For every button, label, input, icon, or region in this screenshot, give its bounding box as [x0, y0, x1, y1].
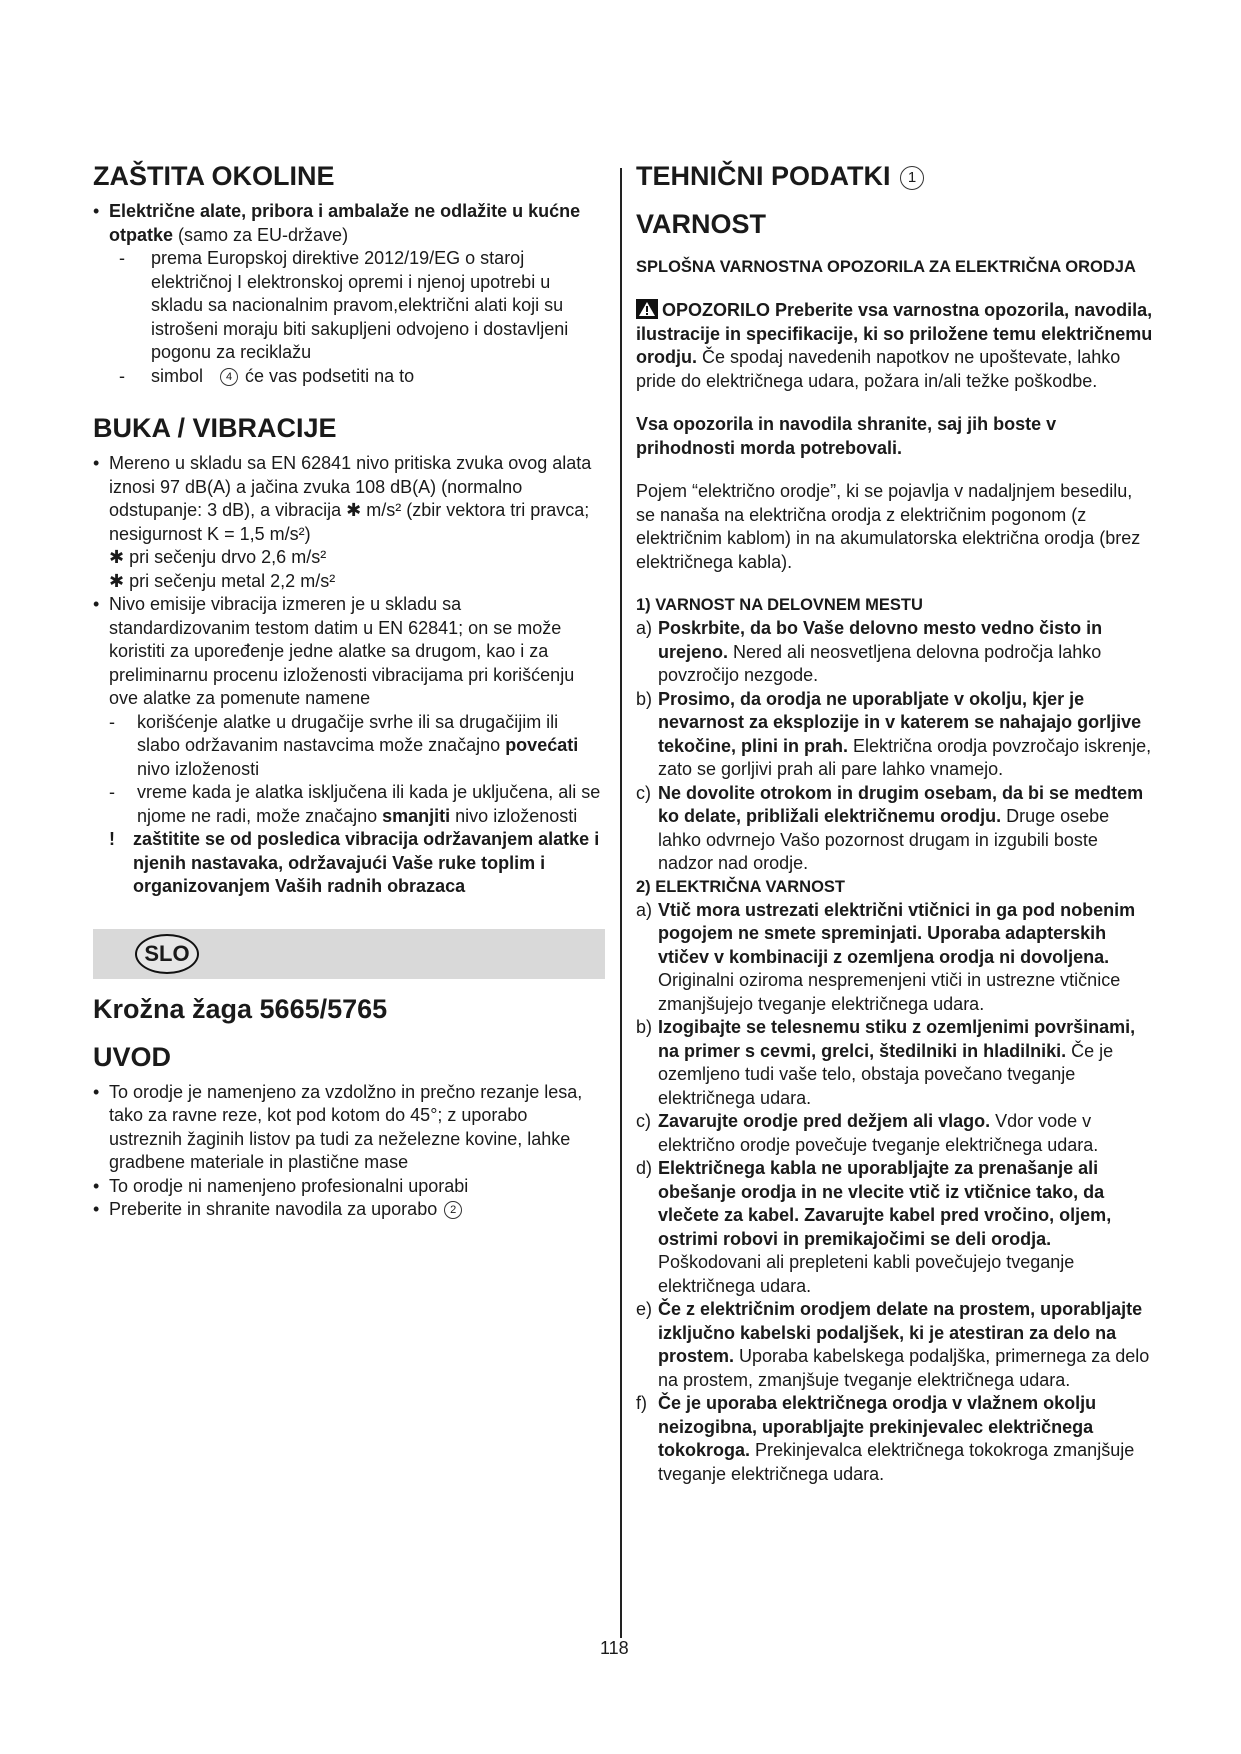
list-item: [636, 1110, 1156, 1157]
list-item: [636, 1016, 1156, 1110]
column-divider: [620, 168, 622, 1638]
term-paragraph: Pojem “električno orodje”, ki se pojavlja v nadaljnjem besedilu, se nanaša na električna orodja z električnim pogonom (z električnim kablom) in na akumulatorska električna orodja (brez električnega kabla).: [636, 481, 1141, 572]
list-item: [636, 899, 1156, 1017]
warning-paragraph: OPOZORILO Preberite vsa varnostna opozorila, navodila, ilustracije in specifikacije, ki so priložene temu električnemu orodju. Če spodaj navedenih napotkov ne upoštevate, lahko pride do električnega udara, požara in/ali težke poškodbe.: [636, 300, 1153, 391]
item-bold: Če z električnim orodjem delate na prostem, uporabljajte izključno kabelski podaljšek, ki je atestiran za delo na prostem.: [658, 1299, 1143, 1366]
noise-p1-a: Mereno u skladu sa EN 62841 nivo pritiska zvuka ovog alata iznosi 97 dB(A) a jačina zvuka 108 dB(A) (normalno odstupanje: 3 dB), a vibracija: [109, 453, 592, 520]
page-number: 118: [600, 1638, 629, 1658]
item-text: Originalni oziroma nespremenjeni vtiči in ustrezne vtičnice zmanjšujejo tveganje električnega udara.: [658, 970, 1121, 1014]
item-bold: Električnega kabla ne uporabljajte za prenašanje ali obešanje orodja in ne vlecite vtič iz vtičnice tako, da vlečete za kabel. Zavarujte kabel pred vročino, oljem, ostrimi robovi in premikajočimi se deli orodja.: [658, 1158, 1112, 1249]
item-letter: e): [636, 1299, 653, 1319]
section1-list: [636, 617, 1156, 876]
list-item: [93, 200, 605, 388]
section2-heading: 2) ELEKTRIČNA VARNOST: [636, 877, 846, 896]
noise-title: BUKA / VIBRACIJE: [93, 413, 337, 443]
section2-list: [636, 899, 1156, 1487]
sub-item: - simbol 4 će vas podsetiti na to: [119, 365, 415, 386]
left-column: [93, 160, 605, 1222]
list-item: [93, 593, 605, 711]
item-text: Če je ozemljeno tudi vaše telo, obstaja povečano tveganje električnega udara.: [658, 1040, 1114, 1108]
noise-p2: Nivo emisije vibracija izmeren je u skladu sa standardizovanim testom datim u EN 62841; on se može koristiti za upoređenje jedne alatke sa drugom, kao i za preliminarnu procenu izloženosti vibracijama pri korišćenju ove alatke za pomenute namene: [109, 594, 575, 708]
item-text: Električna orodja povzročajo iskrenje, zato se gorljivi prah ali pare lahko vnamejo.: [658, 735, 1152, 779]
right-column: [636, 160, 1156, 1486]
list-item: • To orodje je namenjeno za vzdolžno in prečno rezanje lesa, tako za ravne reze, kot pod kotom do 45°; z uporabo ustreznih žaginih listov pa tudi za neželezne kovine, lahke gradbene materiale in plastične mase: [93, 1081, 605, 1175]
item-bold: Zavarujte orodje pred dežjem ali vlago.: [658, 1111, 991, 1131]
env-bullet-bold: Električne alate, pribora i ambalaže ne odlažite u kućne otpatke: [109, 201, 581, 245]
item-letter: c): [636, 782, 651, 803]
item-text: Uporaba kabelskega podaljška, primernega za delo na prostem, zmanjšuje tveganje električnega udara.: [658, 1346, 1150, 1390]
sub-item: - vreme kada je alatka isključena ili kada je uključena, ali se njome ne radi, može značajno smanjiti nivo izloženosti: [109, 782, 601, 826]
list-item: [636, 617, 1156, 688]
item-bold: Če je uporaba električnega orodja v vlažnem okolju neizogibna, uporabljajte prekinjevalec električnega tokokroga.: [658, 1393, 1097, 1460]
env-sub1: prema Europskoj direktive 2012/19/EG o staroj električnoj I elektronskoj opremi i njenoj upotrebi u skladu sa nacionalnim pravom,električni alati koji su istrošeni moraju biti sakupljeni odvojeno i dostavljeni pogonu za reciklažu: [151, 248, 569, 362]
item-letter: d): [636, 1158, 653, 1178]
item-letter: f): [636, 1393, 647, 1413]
item-bold: Prosimo, da orodja ne uporabljate v okolju, kjer je nevarnost za eksplozije in v katerem se nahajajo gorljive tekočine, plini in prah.: [658, 688, 1142, 756]
keep-instructions: Vsa opozorila in navodila shranite, saj jih boste v prihodnosti morda potrebovali.: [636, 414, 1057, 458]
intro-title: UVOD: [93, 1041, 172, 1072]
noise-p1-b: m/s² (zbir vektora tri pravca; nesigurnost K = 1,5 m/s²): [109, 500, 590, 544]
list-item: [636, 1157, 1156, 1298]
product-title: Krožna žaga 5665/5765: [93, 993, 388, 1024]
section1-heading: 1) VARNOST NA DELOVNEM MESTU: [636, 596, 923, 614]
item-text: Druge osebe lahko odvrnejo Vašo pozornost drugam in izgubili boste nadzor nad orodje.: [658, 806, 1110, 873]
asterisk-icon: ✱: [109, 570, 125, 591]
item-text: Nered ali neosvetljena delovna področja lahko povzročijo nezgode.: [658, 641, 1102, 685]
list-item: • To orodje ni namenjeno profesionalni uporabi: [93, 1175, 605, 1199]
language-bar: [93, 929, 605, 979]
item-bold: Ne dovolite otrokom in drugim osebam, da bi se medtem ko delate, približali električnemu orodju.: [658, 782, 1144, 826]
item-text: Poškodovani ali prepleteni kabli povečujejo tveganje električnega udara.: [658, 1252, 1075, 1296]
noise-star-line: ✱ pri sečenju metal 2,2 m/s²: [109, 570, 336, 591]
item-letter: a): [636, 618, 653, 638]
list-item: [636, 782, 1156, 876]
env-sub2-pre: simbol: [151, 365, 204, 386]
symbol-number-icon: 2: [444, 1201, 462, 1219]
item-letter: c): [636, 1111, 651, 1131]
env-bullet-rest: (samo za EU-države): [173, 224, 349, 245]
warning-triangle-icon: [636, 299, 658, 319]
env-title: ZAŠTITA OKOLINE: [93, 161, 335, 191]
language-badge: SLO: [135, 934, 199, 974]
item-letter: b): [636, 688, 653, 709]
item-letter: b): [636, 1017, 653, 1037]
general-heading: SPLOŠNA VARNOSTNA OPOZORILA ZA ELEKTRIČNA ORODJA: [636, 258, 1136, 276]
list-item: • Preberite in shranite navodila za uporabo 2: [93, 1198, 605, 1222]
item-letter: a): [636, 899, 653, 920]
sub-item: - prema Europskoj direktive 2012/19/EG o staroj električnoj I elektronskoj opremi i njenoj upotrebi u skladu sa nacionalnim pravom,električni alati koji su istrošeni moraju biti sakupljeni odvojeno i dostavljeni pogonu za reciklažu: [119, 248, 569, 362]
sub-item: - korišćenje alatke u drugačije svrhe ili sa drugačijim ili slabo održavanim nastavcima može značajno povećati nivo izloženosti: [109, 711, 579, 779]
asterisk-icon: ✱: [346, 500, 362, 520]
item-bold: Poskrbite, da bo Vaše delovno mesto vedno čisto in urejeno.: [658, 618, 1103, 662]
symbol-number-icon: 4: [220, 368, 238, 386]
noise-list: [93, 452, 605, 711]
noise-star-line: ✱ pri sečenju drvo 2,6 m/s²: [109, 547, 327, 567]
item-text: Vdor vode v električno orodje povečuje tveganje električnega udara.: [658, 1111, 1099, 1155]
list-item: [636, 688, 1156, 782]
symbol-number-icon: 1: [900, 166, 924, 190]
list-item: [636, 1298, 1156, 1392]
warning-note: ! zaštitite se od posledica vibracija održavanjem alatke i njenih nastavaka, održavajući Vaše ruke toplim i organizovanjem Vaših radnih obrazaca: [109, 829, 600, 896]
item-bold: Izogibajte se telesnemu stiku z ozemljenimi površinami, na primer s cevmi, grelci, štedilniki in hladilniki.: [658, 1017, 1136, 1061]
safety-title: VARNOST: [636, 209, 767, 239]
list-item: [93, 452, 605, 593]
intro-list: [93, 1081, 605, 1222]
tech-title: TEHNIČNI PODATKI 1: [636, 160, 1156, 192]
item-bold: Vtič mora ustrezati električni vtičnici in ga pod nobenim pogojem ne smete spreminjati. Uporaba adapterskih vtičev v kombinaciji z ozemljena orodja ni dovoljena.: [658, 899, 1136, 967]
exclamation-icon: !: [109, 829, 115, 849]
asterisk-icon: ✱: [109, 547, 125, 567]
item-text: Prekinjevalca električnega tokokroga zmanjšuje tveganje električnega udara.: [658, 1440, 1135, 1484]
env-list: [93, 200, 605, 388]
env-sub2-post: će vas podsetiti na to: [245, 365, 415, 386]
list-item: [636, 1392, 1156, 1486]
